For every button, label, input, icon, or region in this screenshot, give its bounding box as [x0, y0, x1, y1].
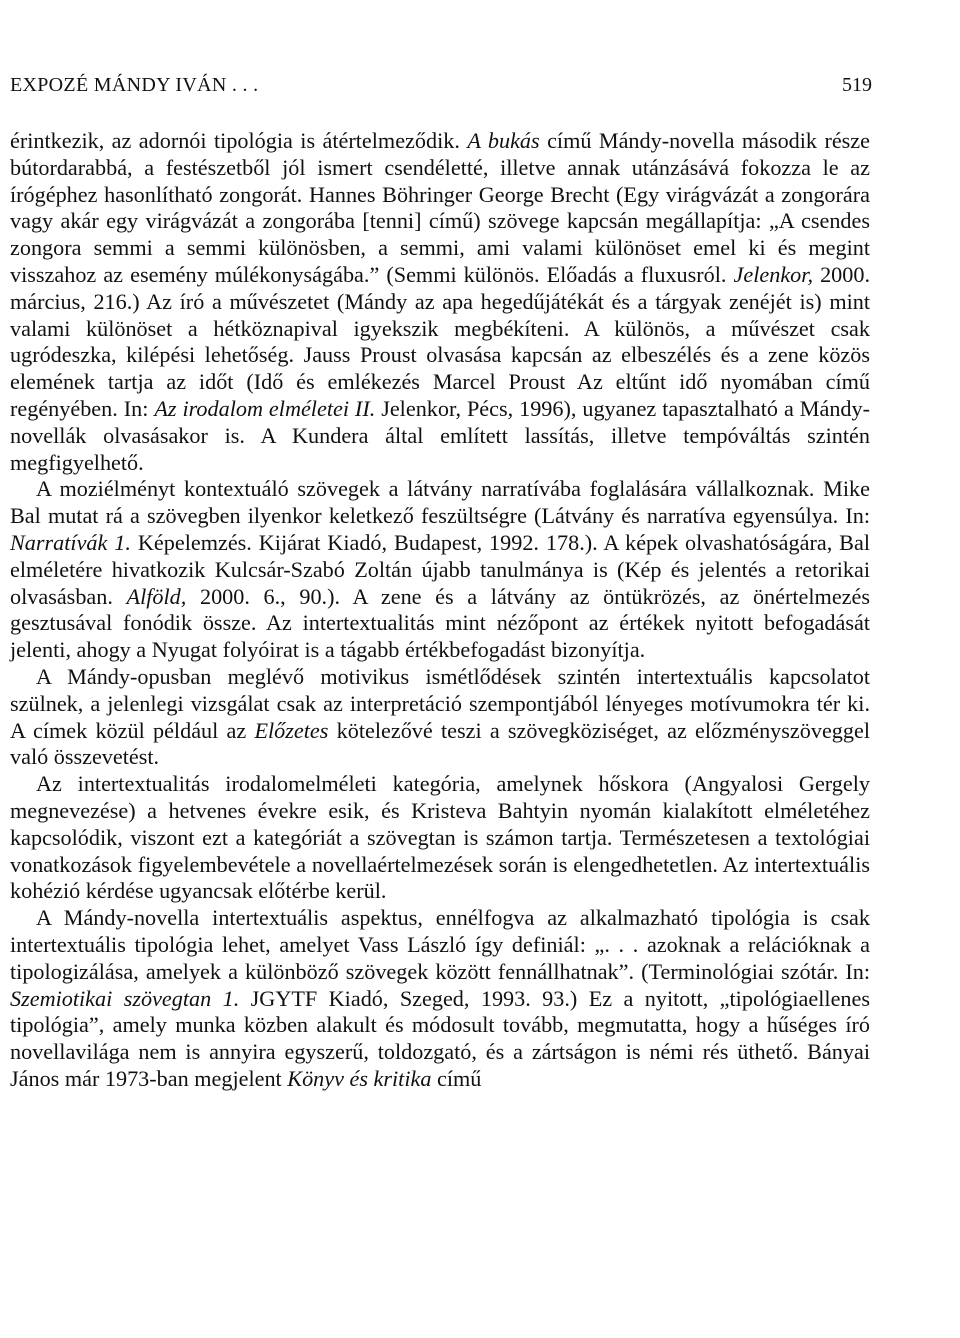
paragraph — [10, 905, 870, 1093]
paragraph-text: JGYTF Kiadó, Szeged, 1993. 93.) Ez a nyitott, „tipológiaellenes tipológia”, amely munka közben alakult és módosult tovább, megmutatta, hogy a hűséges író novellavilága nem is annyira egyszerű, toldozgató, és a zártságon is némi rés üthető. Bányai János már 1973-ban megjelent — [10, 985, 871, 1091]
paragraph-text: Jelenkor, Pécs, 1996), ugyanez tapasztalható a Mándy-novellák olvasásakor is. A Kundera által említett lassítás, illetve tempóváltás szintén megfigyelhető. — [10, 395, 870, 475]
italic-title-text: Előzetes — [254, 717, 329, 743]
paragraph-text: 2000. 6., 90.). A zene és a látvány az öntükrözés, az önértelmezés gesztusával fonódik össze. Az intertextualitás mint nézőpont az értékek nyitott befogadását jelenti, ahogy a Nyugat folyóirat is a tágabb értékbefogadást bizonyítja. — [10, 583, 870, 663]
italic-title-text: Könyv és kritika — [287, 1065, 432, 1091]
running-header — [10, 72, 872, 98]
paragraph-text: Képelemzés. Kijárat Kiadó, Budapest, 1992. 178.). A képek olvashatóságára, Bal elméletére hivatkozik Kulcsár-Szabó Zoltán újabb tanulmánya is (Kép és jelentés a retorikai olvasásban. — [10, 529, 870, 609]
running-title: EXPOZÉ MÁNDY IVÁN . . . — [10, 74, 259, 96]
paragraph-text: érintkezik, az adornói tipológia is átértelmeződik. — [10, 128, 468, 153]
italic-title-text: A bukás — [467, 128, 540, 153]
italic-title-text: Narratívák 1. — [10, 529, 131, 555]
paragraph-text: A Mándy-opusban meglévő motivikus ismétlődések szintén intertextuális kapcsolatot szülnek, a jelenlegi vizsgálat csak az interpretáció szempontjából lényeges motívumokra tér ki. A címek közül például az — [10, 663, 870, 743]
italic-title-text: Az irodalom elméletei II. — [154, 395, 376, 421]
paragraph-text: A moziélményt kontextuáló szövegek a látvány narratívába foglalására vállalkoznak. Mike Bal mutat rá a szövegben ilyenkor keletkező feszültségre (Látvány és narratíva egyensúlya. In: — [10, 476, 870, 529]
italic-title-text: Jelenkor, — [733, 261, 813, 287]
paragraph-text: című Mándy-novella második része bútordarabbá, a festészetből jól ismert csendéletté, illetve annak utánzásává fokozza le az írógéphez hasonlítható zongorát. Hannes Böhringer George Brecht (Egy virágvázát a zongorára vagy akár egy virágvázát a zongorába [tenni] című) szövege kapcsán megállapítja: „A csendes zongora semmi a semmi különösben, a semmi, ami valami különöset emel ki és megint visszahoz az esemény múlékonyságába.” (Semmi különös. Előadás a fluxusról. — [10, 128, 871, 287]
italic-title-text: Szemiotikai szövegtan 1. — [10, 985, 240, 1011]
body-text — [10, 128, 870, 1093]
paragraph — [10, 476, 870, 664]
paragraph — [10, 128, 870, 476]
paragraph — [10, 771, 870, 905]
paragraph-text: A Mándy-novella intertextuális aspektus, ennélfogva az alkalmazható tipológia is csak intertextuális tipológia lehet, amelyet Vass László így definiál: „. . . azoknak a relációknak a tipologizálása, amelyek a különböző szövegek között fennállhatnak”. (Terminológiai szótár. In: — [10, 905, 870, 984]
page-number: 519 — [842, 74, 872, 96]
paragraph-text: 2000. március, 216.) Az író a művészetet (Mándy az apa hegedűjátékát és a tárgyak zenéjét is) mint valami különöset a hétköznapival igyekszik megbékíteni. A különös, a művészet csak ugródeszka, kilépési lehetőség. Jauss Proust olvasása kapcsán az elbeszélés és a zene közös elemének tartja az időt (Idő és emlékezés Marcel Proust Az eltűnt idő nyomában című regényében. In: — [10, 261, 870, 421]
paragraph-text: kötelezővé teszi a szövegköziséget, az előzményszöveggel való összevetést. — [10, 717, 870, 770]
paragraph-text: című — [431, 1065, 482, 1091]
italic-title-text: Alföld, — [126, 583, 187, 609]
paragraph-text: Az intertextualitás irodalomelméleti kategória, amelynek hőskora (Angyalosi Gergely megnevezése) a hetvenes évekre esik, és Kristeva Bahtyin nyomán kialakított elméletéhez kapcsolódik, viszont ezt a kategóriát a szövegtan is számon tartja. Természetesen a textológiai vonatkozások figyelembevétele a novellaértelmezések során is elengedhetetlen. Az intertextuális kohézió kérdése ugyancsak előtérbe kerül. — [10, 771, 870, 904]
paragraph — [10, 664, 870, 771]
